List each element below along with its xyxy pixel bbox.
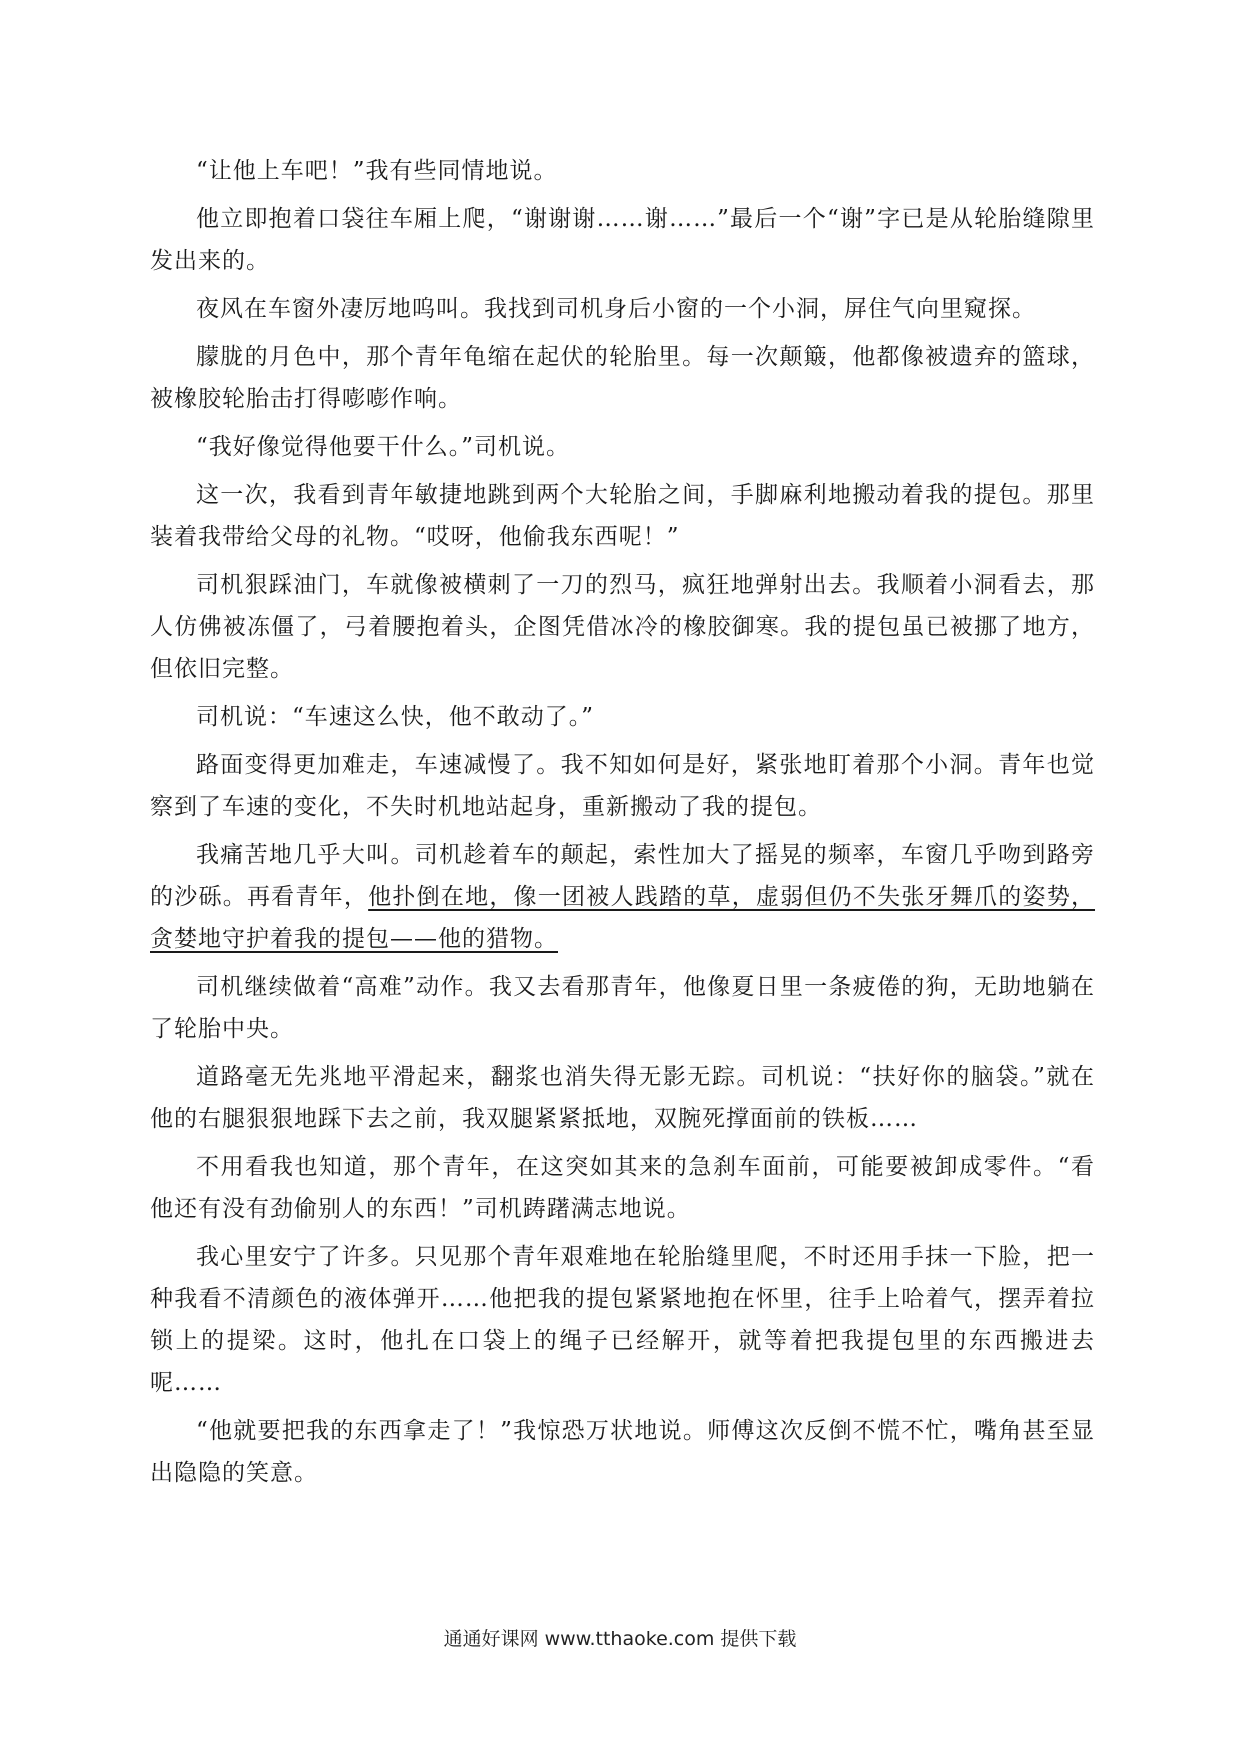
paragraph-1: “让他上车吧！”我有些同情地说。 — [196, 158, 558, 184]
paragraph-9: 路面变得更加难走，车速减慢了。我不知如何是好，紧张地盯着那个小洞。青年也觉察到了车速的变化，不失时机地站起身，重新搬动了我的提包。 — [150, 752, 1095, 820]
paragraph-3: 夜风在车窗外凄厉地呜叫。我找到司机身后小窗的一个小洞，屏住气向里窥探。 — [196, 296, 1036, 322]
paragraph-10 — [150, 834, 1095, 960]
paragraph-6: 这一次，我看到青年敏捷地跳到两个大轮胎之间，手脚麻利地搬动着我的提包。那里装着我带给父母的礼物。“哎呀，他偷我东西呢！” — [150, 482, 1095, 550]
page-footer: 通通好课网 www.tthaoke.com 提供下载 — [443, 1628, 797, 1650]
paragraph-13: 不用看我也知道，那个青年，在这突如其来的急刹车面前，可能要被卸成零件。“看他还有没有劲偷别人的东西！”司机踌躇满志地说。 — [150, 1154, 1095, 1222]
paragraph-12: 道路毫无先兆地平滑起来，翻浆也消失得无影无踪。司机说：“扶好你的脑袋。”就在他的右腿狠狠地踩下去之前，我双腿紧紧抵地，双腕死撑面前的铁板…… — [150, 1064, 1095, 1132]
paragraph-14: 我心里安宁了许多。只见那个青年艰难地在轮胎缝里爬，不时还用手抹一下脸，把一种我看不清颜色的液体弹开……他把我的提包紧紧地抱在怀里，往手上哈着气，摆弄着拉锁上的提梁。这时，他扎在口袋上的绳子已经解开，就等着把我提包里的东西搬进去呢…… — [150, 1244, 1095, 1396]
paragraph-10-text: 我痛苦地几乎大叫。司机趁着车的颠起，索性加大了摇晃的频率，车窗几乎吻到路旁的沙砾。再看青年， — [150, 842, 1095, 910]
paragraph-11: 司机继续做着“高难”动作。我又去看那青年，他像夏日里一条疲倦的狗，无助地躺在了轮胎中央。 — [150, 974, 1095, 1042]
paragraph-4: 朦胧的月色中，那个青年龟缩在起伏的轮胎里。每一次颠簸，他都像被遗弃的篮球，被橡胶轮胎击打得嘭嘭作响。 — [150, 344, 1095, 412]
paragraph-15: “他就要把我的东西拿走了！”我惊恐万状地说。师傅这次反倒不慌不忙，嘴角甚至显出隐隐的笑意。 — [150, 1418, 1095, 1486]
underlined-sentence: 他扑倒在地，像一团被人践踏的草，虚弱但仍不失张牙舞爪的姿势，贪婪地守护着我的提包——他的猎物。 — [150, 884, 1096, 952]
paragraph-7: 司机狠踩油门，车就像被横刺了一刀的烈马，疯狂地弹射出去。我顺着小洞看去，那人仿佛被冻僵了，弓着腰抱着头，企图凭借冰冷的橡胶御寒。我的提包虽已被挪了地方，但依旧完整。 — [150, 572, 1095, 682]
paragraph-2: 他立即抱着口袋往车厢上爬，“谢谢谢……谢……”最后一个“谢”字已是从轮胎缝隙里发出来的。 — [150, 206, 1095, 274]
paragraph-5: “我好像觉得他要干什么。”司机说。 — [196, 434, 571, 460]
document-body — [150, 150, 1095, 1500]
paragraph-8: 司机说：“车速这么快，他不敢动了。” — [196, 704, 595, 730]
